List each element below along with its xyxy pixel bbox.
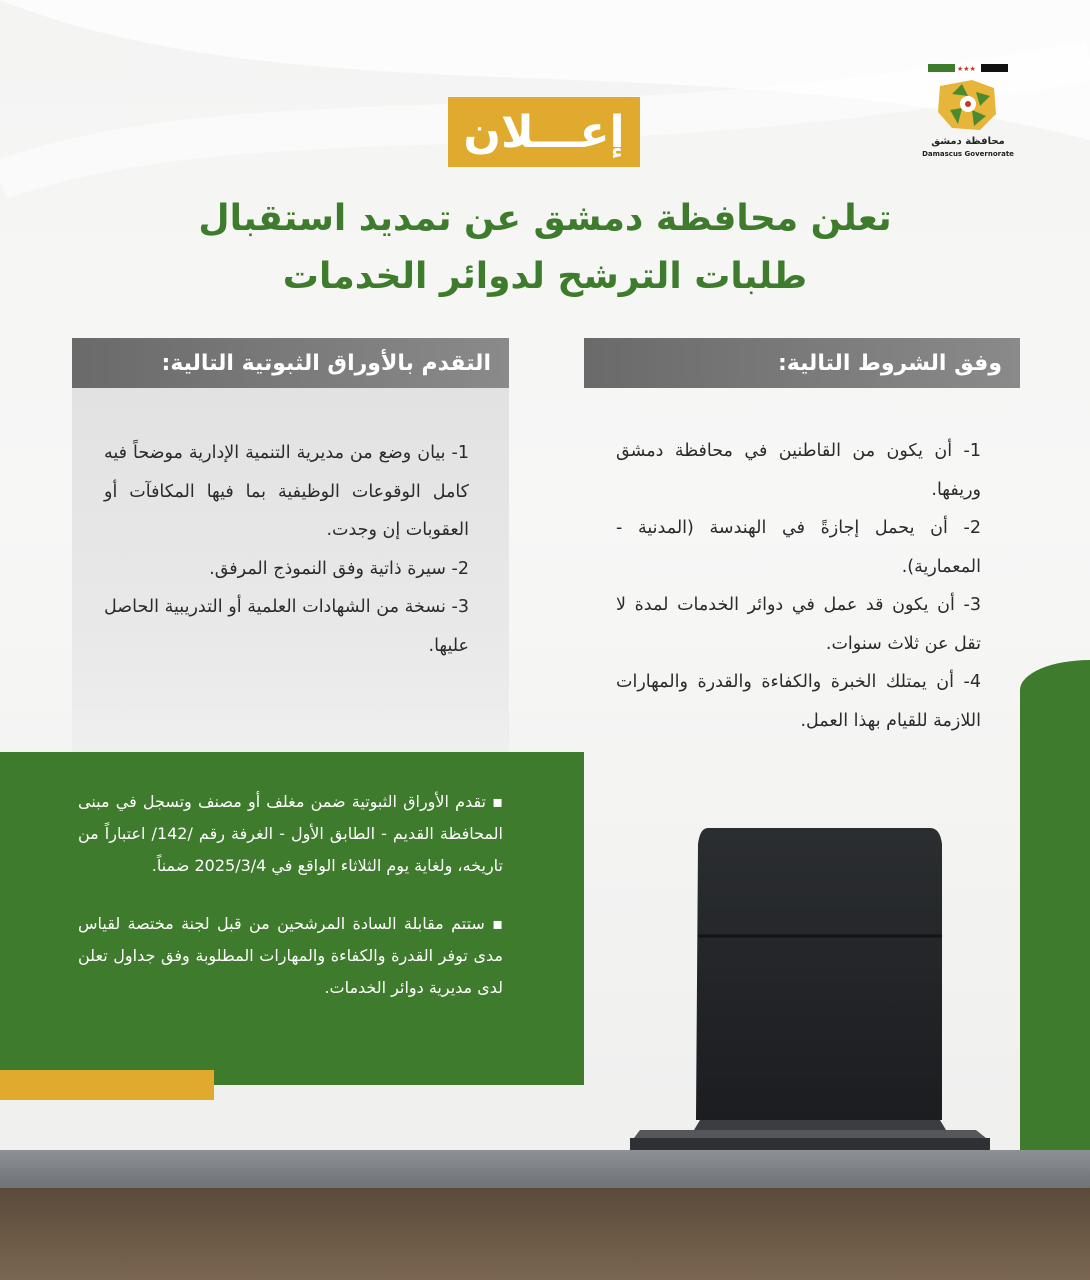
documents-header: التقدم بالأوراق الثبوتية التالية: [72, 338, 509, 388]
office-chair-image [620, 820, 1000, 1160]
desk-top [0, 1150, 1090, 1188]
logo-name-en: Damascus Governorate [922, 150, 1014, 158]
jasmine-emblem-icon [932, 74, 1002, 134]
desk-body [0, 1188, 1090, 1280]
conditions-list [616, 432, 981, 740]
governorate-logo [922, 64, 1014, 164]
condition-item: 1- أن يكون من القاطنين في محافظة دمشق وريفها. [616, 441, 981, 500]
condition-item: 2- أن يحمل إجازةً في الهندسة (المدنية - المعمارية). [616, 518, 981, 577]
document-item: 3- نسخة من الشهادات العلمية أو التدريبية الحاصل عليها. [104, 597, 469, 656]
headline [140, 190, 950, 306]
note-item: ▪ ستتم مقابلة السادة المرشحين من قبل لجنة مختصة لقياس مدى توفر القدرة والكفاءة والمهارات المطلوبة وفق جداول تعلن لدى مديرية دوائر الخدمات. [78, 914, 503, 997]
condition-item: 3- أن يكون قد عمل في دوائر الخدمات لمدة لا تقل عن ثلاث سنوات. [616, 595, 981, 654]
note-item: ▪ تقدم الأوراق الثبوتية ضمن مغلف أو مصنف وتسجل في مبنى المحافظة القديم - الطابق الأول - الغرفة رقم /142/ اعتباراً من تاريخه، ولغاية يوم الثلاثاء الواقع في 2025/3/4 ضمناً. [78, 792, 503, 875]
headline-line-2: طلبات الترشح لدوائر الخدمات [282, 256, 808, 297]
announcement-badge: إعـــلان [448, 97, 640, 167]
document-item: 1- بيان وضع من مديرية التنمية الإدارية موضحاً فيه كامل الوقوعات الوظيفية بما فيها المكافآت أو العقوبات إن وجدت. [104, 443, 469, 540]
svg-text:★★★: ★★★ [956, 65, 976, 72]
documents-list [104, 434, 469, 665]
logo-name-ar: محافظة دمشق [931, 136, 1005, 147]
green-accent-right [1020, 660, 1090, 1150]
gold-accent-bar [0, 1070, 214, 1100]
headline-line-1: تعلن محافظة دمشق عن تمديد استقبال [198, 198, 892, 239]
flag-strip [928, 64, 1008, 72]
notes-list [78, 786, 503, 1030]
conditions-header: وفق الشروط التالية: [584, 338, 1020, 388]
condition-item: 4- أن يمتلك الخبرة والكفاءة والقدرة والمهارات اللازمة للقيام بهذا العمل. [616, 672, 981, 731]
document-item: 2- سيرة ذاتية وفق النموذج المرفق. [209, 558, 469, 579]
